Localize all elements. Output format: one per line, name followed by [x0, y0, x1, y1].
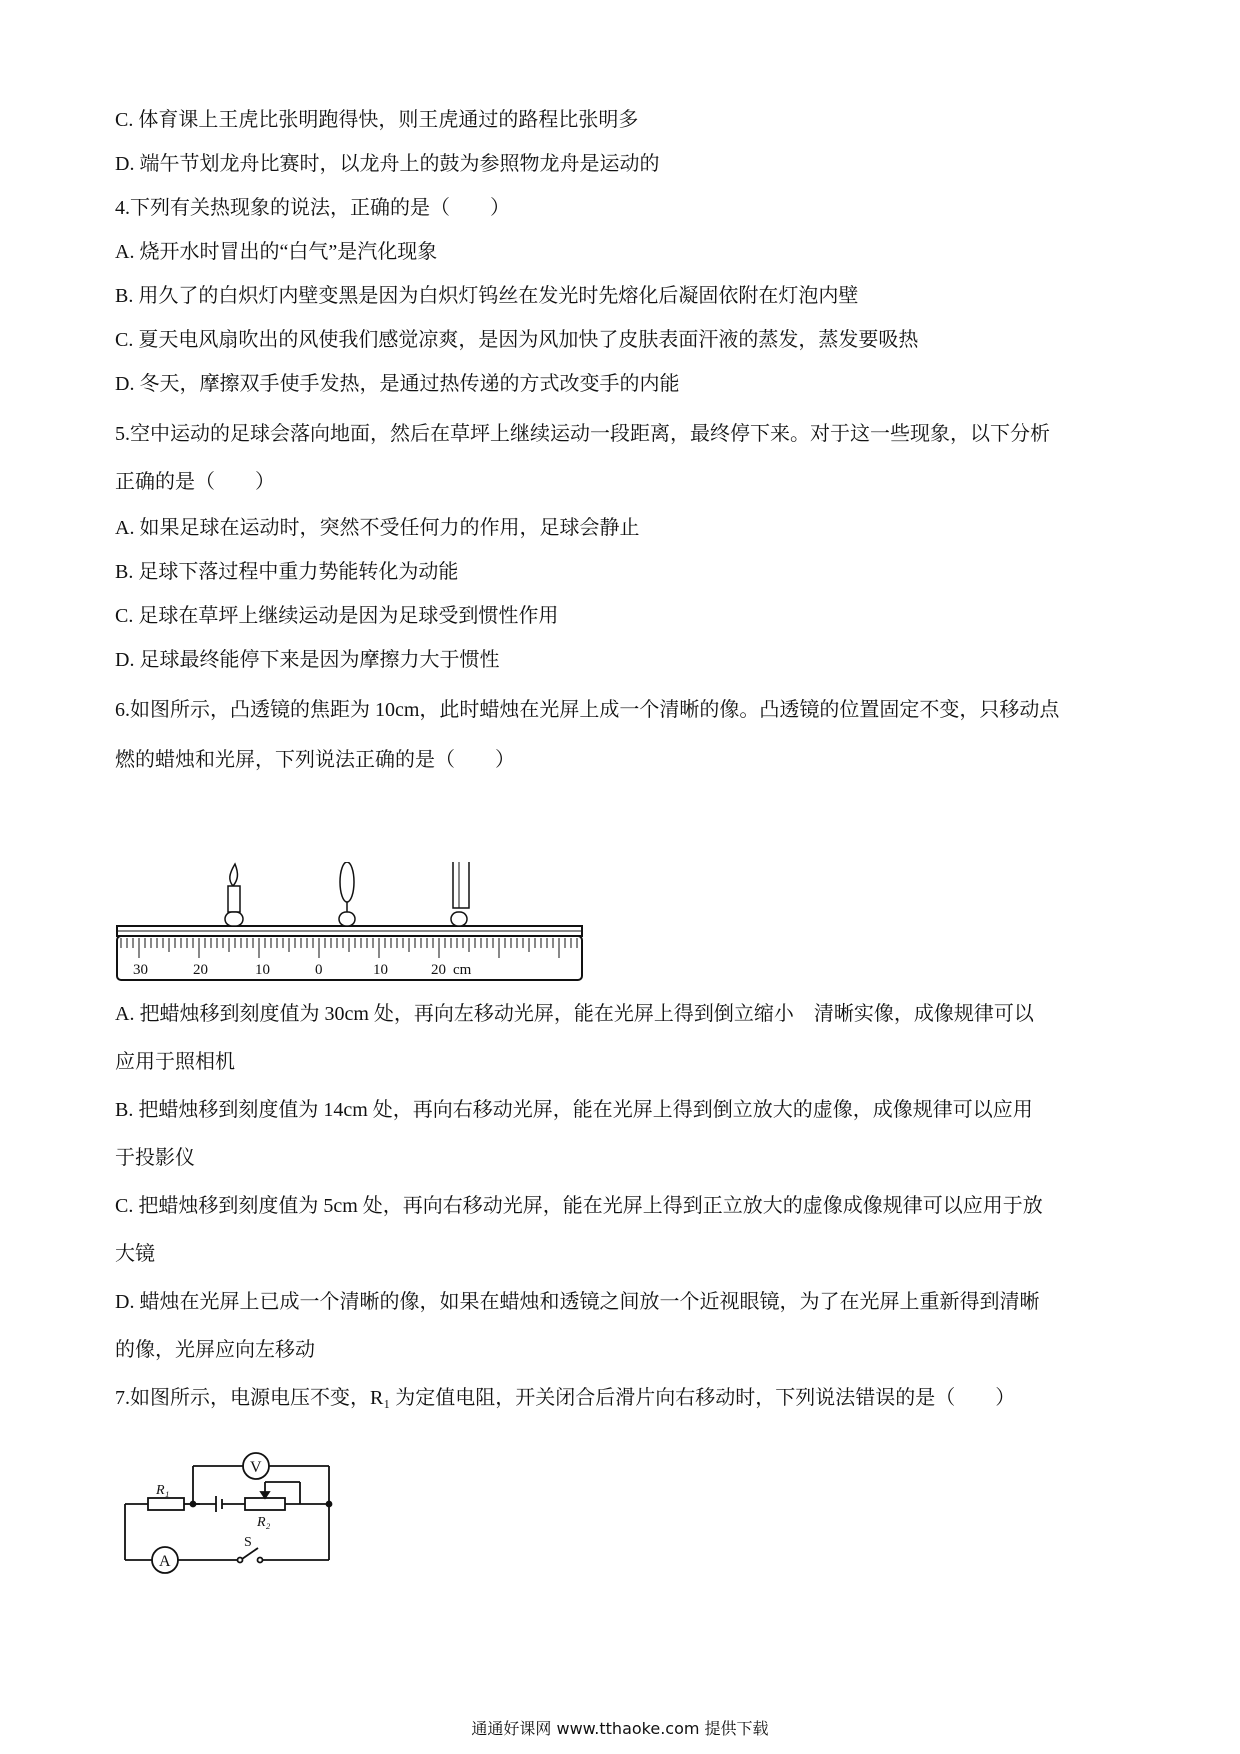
- scale-label-10-right: 10: [373, 962, 388, 978]
- question-4-stem: 4.下列有关热现象的说法，正确的是（ ）: [115, 197, 510, 219]
- option-6b-line1: B. 把蜡烛移到刻度值为 14cm 处，再向右移动光屏，能在光屏上得到倒立放大的虚像，成像规律可以应用: [115, 1099, 1033, 1121]
- option-4b: B. 用久了的白炽灯内壁变黑是因为白炽灯钨丝在发光时先熔化后凝固依附在灯泡内壁: [115, 285, 859, 307]
- r1-label: R₁: [156, 1483, 170, 1498]
- optical-bench-figure: [115, 862, 585, 982]
- ammeter-label: A: [159, 1553, 171, 1570]
- option-5b: B. 足球下落过程中重力势能转化为动能: [115, 561, 459, 583]
- circuit-diagram-figure: [120, 1448, 340, 1578]
- scale-label-20-left: 20: [193, 962, 208, 978]
- scale-label-unit: cm: [453, 962, 472, 978]
- question-5-stem-line2: 正确的是（ ）: [115, 471, 275, 493]
- option-5c: C. 足球在草坪上继续运动是因为足球受到惯性作用: [115, 605, 559, 627]
- option-4c: C. 夏天电风扇吹出的风使我们感觉凉爽，是因为风加快了皮肤表面汗液的蒸发，蒸发要吸热: [115, 329, 919, 351]
- option-6c-line1: C. 把蜡烛移到刻度值为 5cm 处，再向右移动光屏，能在光屏上得到正立放大的虚像成像规律可以应用于放: [115, 1195, 1043, 1217]
- scale-label-0: 0: [315, 962, 323, 978]
- question-6-stem-line2: 燃的蜡烛和光屏，下列说法正确的是（ ）: [115, 749, 515, 771]
- option-3c: C. 体育课上王虎比张明跑得快，则王虎通过的路程比张明多: [115, 109, 639, 131]
- option-6d-line2: 的像，光屏应向左移动: [115, 1339, 315, 1361]
- question-6-stem-line1: 6.如图所示，凸透镜的焦距为 10cm，此时蜡烛在光屏上成一个清晰的像。凸透镜的位置固定不变，只移动点: [115, 699, 1060, 721]
- convex-lens: [339, 862, 355, 926]
- option-5a: A. 如果足球在运动时，突然不受任何力的作用，足球会静止: [115, 517, 640, 539]
- voltmeter-label: V: [250, 1459, 262, 1476]
- question-7-stem: 7.如图所示，电源电压不变，R₁ 为定值电阻，开关闭合后滑片向右移动时，下列说法错误的是（ ）: [115, 1387, 1016, 1409]
- question-5-stem-line1: 5.空中运动的足球会落向地面，然后在草坪上继续运动一段距离，最终停下来。对于这一些现象，以下分析: [115, 423, 1050, 445]
- option-6a-line2: 应用于照相机: [115, 1051, 235, 1073]
- option-6c-line2: 大镜: [115, 1243, 155, 1265]
- page-footer: 通通好课网 www.tthaoke.com 提供下载: [471, 1719, 769, 1738]
- option-4d: D. 冬天，摩擦双手使手发热，是通过热传递的方式改变手的内能: [115, 373, 680, 395]
- scale-label-10-left: 10: [255, 962, 270, 978]
- r2-label: R₂: [257, 1515, 271, 1530]
- option-6a-line1: A. 把蜡烛移到刻度值为 30cm 处，再向左移动光屏，能在光屏上得到倒立缩小 清晰实像，成像规律可以: [115, 1003, 1034, 1025]
- option-6d-line1: D. 蜡烛在光屏上已成一个清晰的像，如果在蜡烛和透镜之间放一个近视眼镜，为了在光屏上重新得到清晰: [115, 1291, 1040, 1313]
- scale-label-30: 30: [133, 962, 148, 978]
- scale-label-20-right: 20: [431, 962, 446, 978]
- light-screen: [451, 862, 469, 926]
- option-4a: A. 烧开水时冒出的“白气”是汽化现象: [115, 241, 438, 263]
- option-5d: D. 足球最终能停下来是因为摩擦力大于惯性: [115, 649, 500, 671]
- option-3d: D. 端午节划龙舟比赛时，以龙舟上的鼓为参照物龙舟是运动的: [115, 153, 660, 175]
- option-6b-line2: 于投影仪: [115, 1147, 195, 1169]
- candle: [225, 864, 243, 926]
- switch-label: S: [244, 1535, 252, 1550]
